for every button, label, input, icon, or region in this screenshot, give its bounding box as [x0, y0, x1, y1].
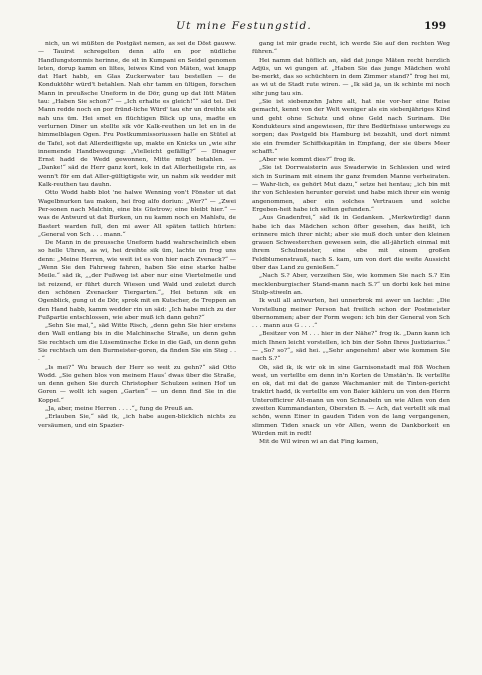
paragraph: „Ja, aber, meine Herren . . . .“„ fung de Preuß an. [45, 405, 194, 413]
page-number: 199 [424, 20, 446, 32]
paragraph: Oh, säd ik, ik wir ok in sine Garnisonstadt mal föß Wochen west, un vertellte em denn in'n Korten de Umstän'n. Ik vertellte en ok, dat mi dat de ganze Wachmanier mit de Tinten‑gericht traktirt hadd, ik vertellte em von Baier kähleru un von den Herrn Unterofficirer Alt‑mann un von Schnabeln un wie Allen von den zweiten Kummandanten, Obersten B. — Ach, dat vertellt sik mal schön, wenn Einer in gauden Tiden von de lang vergangenen, slimmen Tiden snack un vör Allen, wenn de Dankborkeit en Würden mit in redt! [252, 363, 450, 437]
paragraph: De Mann in de preussche Uneform hadd wahrscheinlich eben so helle Uhren, as wi, hei dreihte sik üm, lachte un frog uns denn: „Meine Herren, wie weit ist es von hier nach Zvenack?“ — „Wenn Sie den Fahrweg fahren, haben Sie eine starke halbe Meile.“ säd ik, „„der Fußweg ist aber nur eine Viertelmeile und ist reizend, er führt durch Wiesen und Wald und zuletzt durch den schönen Zvenacker Tiergarten.“„ Hei betunn sik en Ogenblick, gung ut de Dör, sprok mit en Kutscher, de Treppen an den Hand habb, kamm wedder rin un säd: „Ich habe mich zu der Fußpartie entschlossen, wie aber muß ich dann gehn?“ [38, 239, 236, 321]
paragraph: „Is mei?“ Wu brauch der Herr so weit zu gehn?“ säd Otto Wodd. „Sie gehen blos von meinem Haus‘ dwas über die Straße, un denn gehen Sie durch Christopher Schulzen seinen Hof un Goren — wollt ich sagen „Garten“ — un denn find Sie in die Koppel.“ [38, 363, 236, 404]
paragraph: gang ist mir grade recht, ich werde Sie auf den rechten Weg führen.“ [252, 40, 450, 56]
paragraph: „Aus Gnadenfrei,“ säd ik in Gedanken. „Merkwürdig! dann habe ich das Mädchen schon öfter gesehen, das heißt, ich erinnere mich ihrer nicht; aber sie muß doch unter den kleinen grauen Schwesterchen gewesen sein, die all‑jährlich einmal mit ihrem Schulmeister, eine ebe mit einem großen Feldblumenstrauß, nach S. kam, um von dort die weite Aussicht über das Land zu genießen.“ [252, 214, 450, 272]
paragraph: Ik wull all antwurten, hei unnerbrok mi awer un lachte: „Die Vorstellung meiner Person hat freilich schon der Postmeister übernommen; aber der Form wegen: ich bin der General von Sch . . . mann aus G . . . .“ [252, 297, 450, 330]
paragraph: nich, un wi müßten de Postgäst nemen, as sei de Döst gauww. — Tauirst schregelten denn alfo en por nüdliche Handlungstommis herinne, de sit in Kumpani en Seidel genomen leten, dorup kamm en liltes, leiwes Kind von Mäten, wat knapp dat Hart habb, en Glas Zuckerwater tau bestellen — de Konduktöhr würd't betahlen. Nah ehr tamm en ültigen, forschen Mann in preußsche Uneform in de Dör, gung up dat lütt Mäten tau: „Haben Sie schon?“ — „Ich erhalte es gleich!““ säd tei. Dei Mann redde noch en por fründ‑liche Würd' tau ehr un dreihte sik nah uns üm. Hei smet en flüchtigen Blick up uns, madte en verlurnen Diner un stellte sik vör Kalk‑reuthen un let en in de himmelblagen Ogen. Fru Postkummissoriussen halle en Stütel at de Tafel, sot dat Allerdeifligste up, makte en Knicks un „wie sihr innemende Handbewegung: „Vielleicht gefällig?“ — Dinager Ernst hadd de Wedd gewonnen, Mitte mügt betahlen. — „Danke!“ säd de Herr ganz kort, kek in dat Allerheiligste rin, as wenn't för em dat Aller‑gültigtigste wir, un nahm sik wedder mit Kalk‑reuthen tau dauhn. [38, 40, 236, 189]
page-header [42, 20, 446, 34]
paragraph: „Aber wie kommt dies?“ frog ik. [259, 156, 356, 164]
paragraph: „Nach S.? Aber, verzeihen Sie, wie kommen Sie nach S.? Ein mecklenburgischer Stand‑mann nach S.?“ un dorbi kek hei mine Stulp‑stiweln an. [252, 272, 450, 296]
paragraph: Otto Wodd habb blot 'ne halwe Wenning von't Fönster ut dat Wagelbnurken tau maken, hei frog alfo doriun: „Wer?“ — „Zwei Per‑sonen nach Malchin, eine bis Güstrow; eine bleibt hier.“ — was de Antwurd ut dat Burken, un nu kamm noch en Mahlsfu, de Bastert warden full, den mi awer All späten tatlich hürten: „General von Sch . . . mann.“ [38, 189, 236, 238]
paragraph: „Erlauben Sie,“ säd ik, „ich habe augen‑blicklich nichts zu versäumen, und ein Spazier‑ [38, 413, 236, 429]
right-column [252, 40, 450, 640]
paragraph: „Sie ist siebenzehn Jahre alt, hat nie vor‑her eine Reise gemacht, kennt von der Welt weniger als ein siebenjähriges Kind und geht ohne Schutz und ohne Geld nach Surinam. Die Kondukteurs sind angewiesen, für ihre Bedürfnisse unterwegs zu sorgen; das Postgeld bis Hamburg ist bezahlt, und dort nimmt sie ein fremder Schiffskapitän in Empfang, der sie übers Meer schafft.“ [252, 98, 450, 155]
paragraph: Mit de Wil wiren wi an dat Fing kamen, [259, 438, 379, 446]
paragraph: Hei namm dat höflich an, säd dat junge Mäten recht herzlich Adjüs, un wi gungen af. „Haben Sie das junge Mädchen wohl be‑merkt, das so schüchtern in dem Zimmer stand?“ frog hei mi, as wi ut de Stadt rute wiren. — „Ik säd ja, un ik schinte mi noch sihr jung tau sin. [252, 56, 450, 97]
text-columns [38, 40, 450, 640]
paragraph: „Sehn Sie mal,“„ säd Witte Risch, „denn gehn Sie hier erstens den Wall entlang bis in die Malchinsche Straße, un denn gehn Sie rechtsch um die Lüsemünsche Ecke in die Gaß, un denn gehn Sie rechtsch um den Burmeister‑goren, da finden Sie ein Steg . . . “ [38, 322, 236, 363]
running-title: Ut mine Festungstid. [176, 20, 312, 32]
left-column [38, 40, 236, 640]
paragraph: „Sie ist Dorrwaisterin aus Swaderwie in Schlesien und wird sich in Surinam mit einem ihr ganz fremden Manne verheiraten. — Wahr‑lich, es gehört Mut dazu,“ setze hei hentau; „ich bin mit ihr von Schlesien herunter gereist und habe mich ihrer ein wenig angenommen, aber ein solches Vertrauen und solche Ergeben‑heit habe ich selten gefunden.“ [252, 164, 450, 213]
paragraph: „Besitzer von M . . . hier in der Nähe?“ frog ik. „Dann kann ich mich Ihnen leicht vorstellen, ich bin der Sohn Ihres Justiziarius.“ — „So? so?“„ säd hei. „„Sehr angenehm! aber wie kommen Sie nach S.?“ [252, 330, 450, 363]
